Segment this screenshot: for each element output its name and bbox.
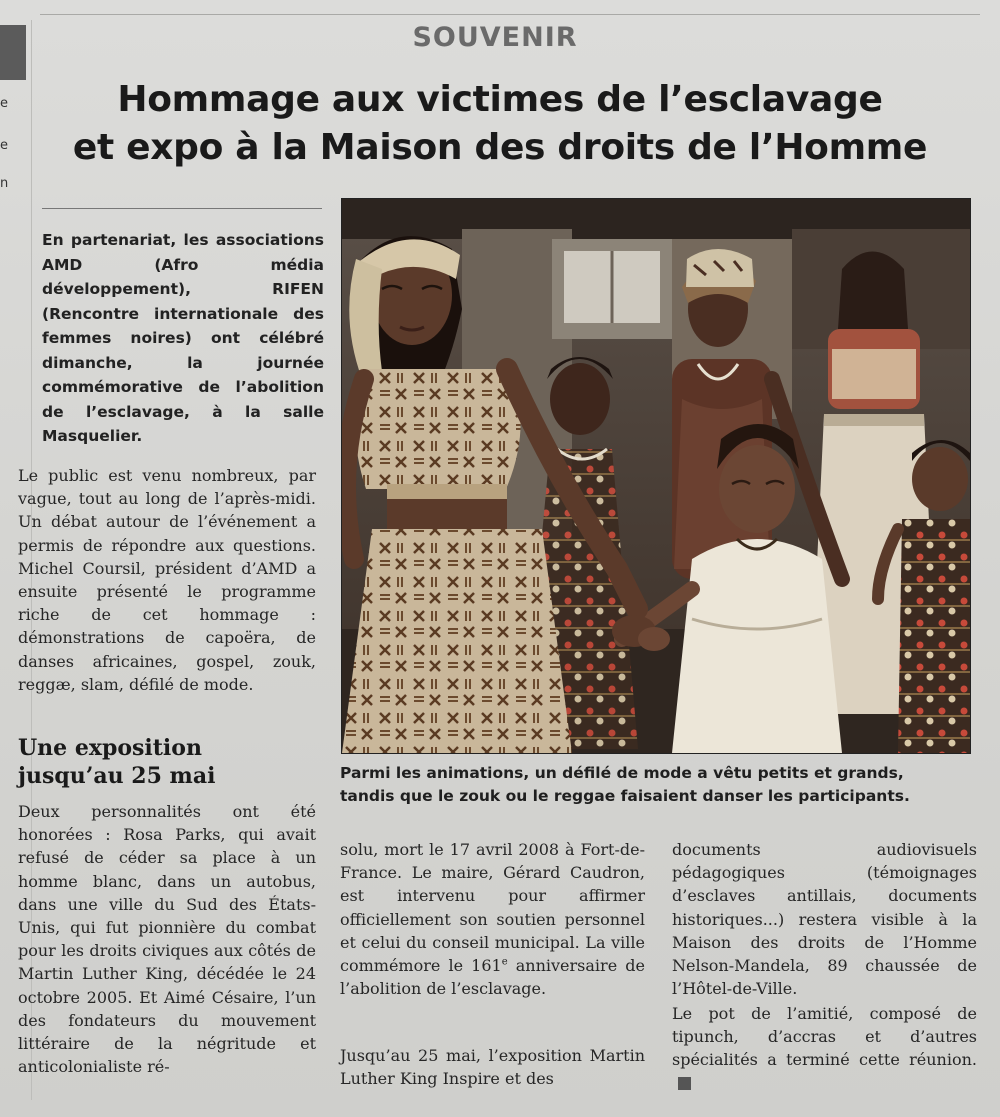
lead-rule [42,208,322,209]
middle-text-a: solu, mort le 17 avril 2008 à Fort-de-France. Le maire, Gérard Caudron, est intervenu pour affirmer officiellement son soutien personnel et celui du conseil municipal. La ville commémore le 161 [340,840,645,976]
adjacent-column-fragment: n [0,176,9,191]
article-headline [20,76,980,172]
subhead-line-2: jusqu’au 25 mai [18,763,216,789]
headline-line-2: et expo à la Maison des droits de l’Homme [72,127,928,168]
article-lead: En partenariat, les associations AMD (Afro média développement), RIFEN (Rencontre internationale des femmes noires) ont célébré dimanche, la journée commémorative de l’abolition de l’esclavage, à la salle Masquelier. [42,231,324,445]
joined-hands [638,627,670,651]
photo-illustration [342,199,970,753]
photo-caption [340,762,980,808]
middle-column-paragraph-1 [340,838,645,1000]
subhead-line-1: Une exposition [18,735,202,761]
middle-column-paragraph-2: Jusqu’au 25 mai, l’exposition Martin Luther King Inspire et des [340,1046,645,1089]
caption-line-2: tandis que le zouk ou le reggae faisaient danser les participants. [340,787,910,805]
caption-line-1: Parmi les animations, un défilé de mode a vêtu petits et grands, [340,764,904,782]
right-column-paragraph-1: documents audiovisuels pédagogiques (témoignages d’esclaves antillais, documents historiques...) restera visible à la Maison des droits de l’Homme Nelson-Mandela, 89 chaussée de l’Hôtel-de-Ville. [672,840,977,999]
adjacent-column-fragment: e [0,138,8,153]
middle-text-b: anniversaire de l’abolition de l’esclavage. [340,956,645,999]
end-of-article-mark [678,1077,691,1090]
ordinal-suffix: e [501,956,508,968]
left-column-paragraph-2: Deux personnalités ont été honorées : Rosa Parks, qui avait refusé de céder sa place à un homme blanc, dans un autobus, dans une ville du Sud des États-Unis, qui fut pionnière du combat pour les droits civiques aux côtés de Martin Luther King, décédée le 24 octobre 2005. Et Aimé Césaire, l’un des fondateurs du mouvement littéraire de la négritude et anticolonialiste ré- [18,802,316,1077]
left-column-paragraph-1: Le public est venu nombreux, par vague, tout au long de l’après-midi. Un débat autour de l’événement a permis de répondre aux questions. Michel Coursil, président d’AMD a ensuite présenté le programme riche de cet hommage : démonstrations de capoëra, de danses africaines, gospel, zouk, reggæ, slam, défilé de mode. [18,466,316,694]
right-paragraph-2-text: Le pot de l’amitié, composé de tipunch, d’accras et d’autres spécialités a terminé cette réunion. [672,1004,977,1070]
article-subhead [18,734,338,790]
headline-line-1: Hommage aux victimes de l’esclavage [117,79,883,120]
right-column-paragraph-2 [672,1002,977,1095]
article-photo [341,198,971,754]
section-rubric: SOUVENIR [412,22,578,53]
top-rule [40,14,980,15]
adjacent-column-fragment: e [0,96,8,111]
